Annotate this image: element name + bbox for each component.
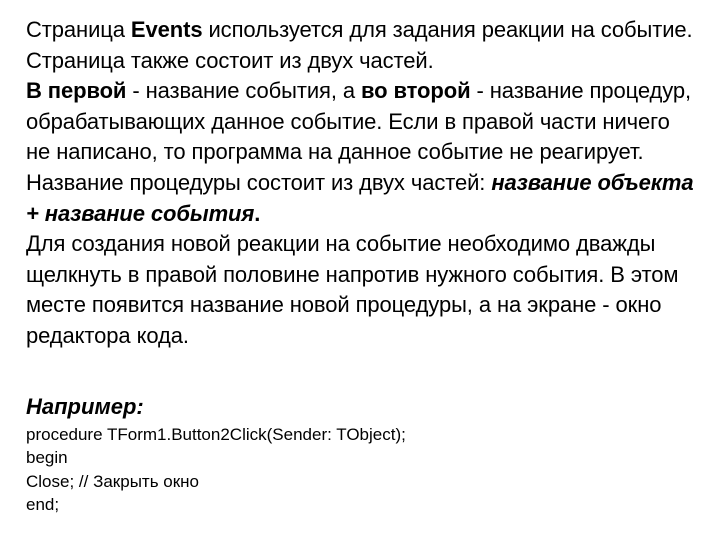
text: - название события, а (126, 78, 362, 104)
bold-term-first: В первой (26, 78, 127, 104)
text: - название процедур, обрабатывающих данное событие. Если в правой части ничего не написано, то программа на данное событие не реагирует. (26, 78, 692, 165)
text: используется для задания реакции на событие. Страница также состоит из двух частей. (26, 17, 693, 73)
paragraph-procedure-name (26, 168, 698, 229)
bold-term-second: во второй (361, 78, 471, 104)
main-text (26, 15, 698, 352)
paragraph-events-page (26, 15, 698, 76)
code-line: Close; // Закрыть окно (26, 471, 200, 491)
bold-term-events: Events (130, 17, 203, 42)
paragraph-create-reaction (26, 229, 698, 351)
code-line: procedure TForm1.Button2Click(Sender: TObject); (26, 425, 406, 444)
code-line: begin (26, 448, 68, 468)
text: Название процедуры состоит из двух частей: (26, 169, 492, 195)
text: Для создания новой реакции на событие необходимо дважды щелкнуть в правой половине напротив нужного события. В этом месте появится название новой процедуры, а на экране - окно редактора кода. (26, 231, 679, 348)
example-label: Например: (26, 394, 144, 419)
code-example (26, 423, 406, 517)
bold-italic-formula: название объекта + название события (26, 169, 694, 226)
text: . (254, 200, 261, 226)
code-line: end; (26, 495, 60, 515)
text: Страница (26, 17, 131, 42)
paragraph-parts (26, 76, 698, 168)
